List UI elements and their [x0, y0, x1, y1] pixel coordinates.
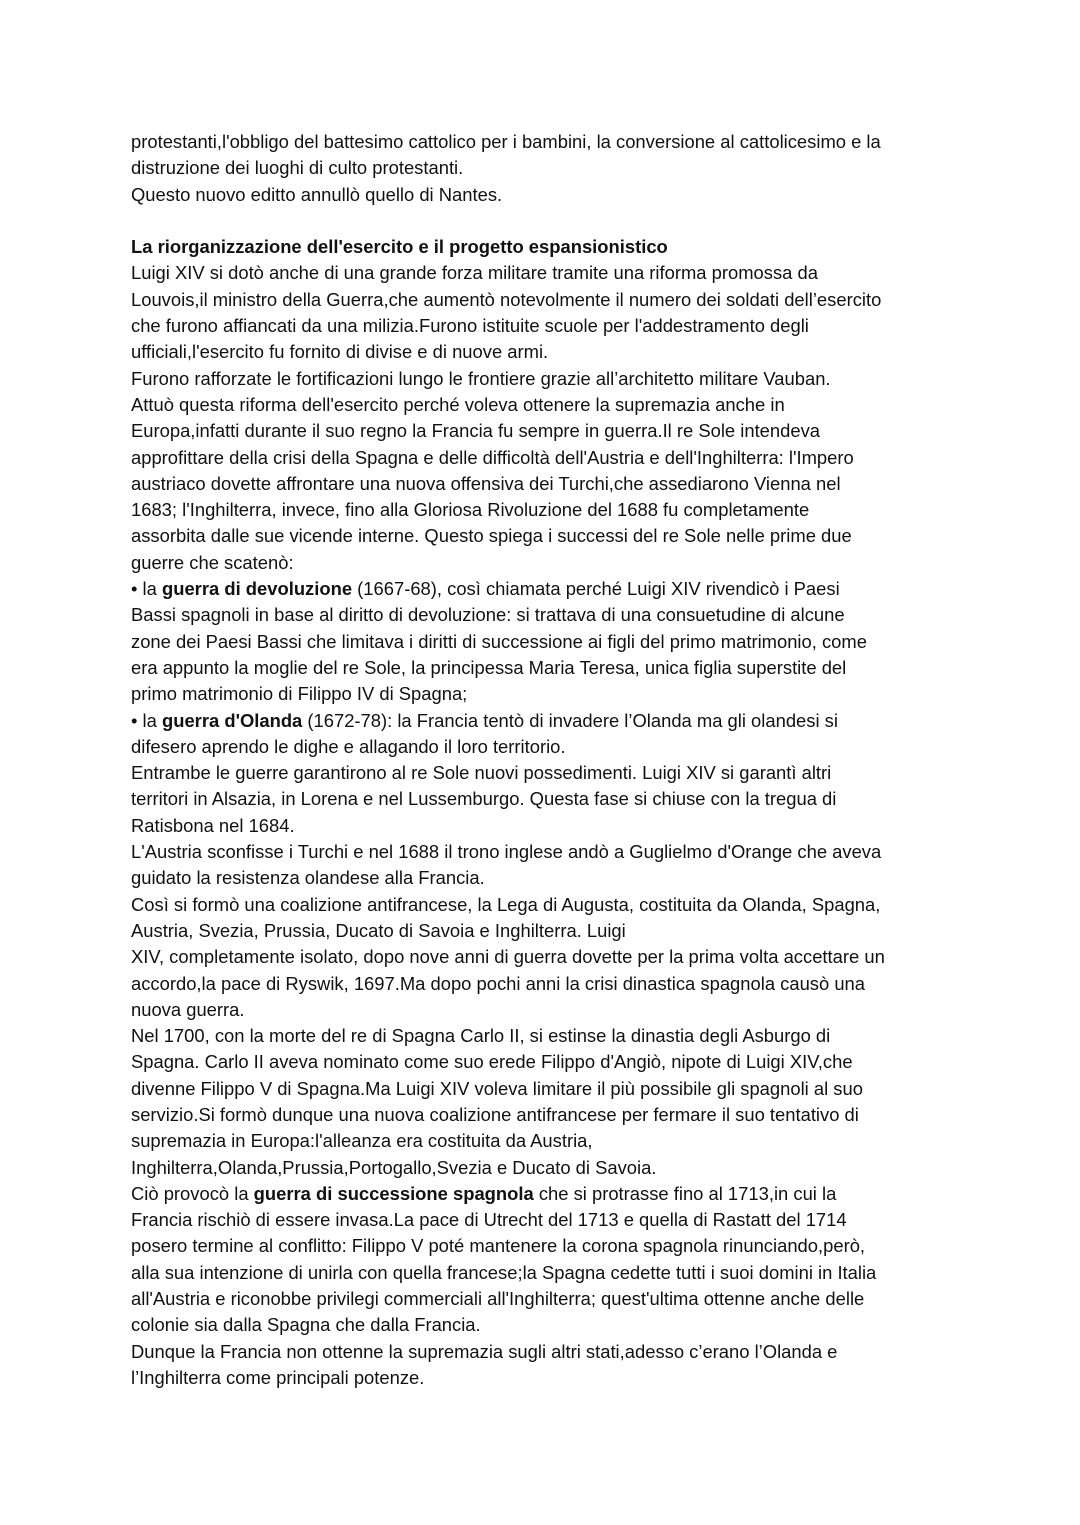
text-line: era appunto la moglie del re Sole, la principessa Maria Teresa, unica figlia superstite del — [131, 656, 847, 678]
text-line: • la guerra d'Olanda (1672-78): la Francia tentò di invadere l’Olanda ma gli olandesi si — [131, 709, 838, 731]
text-line: Spagna. Carlo II aveva nominato come suo erede Filippo d'Angiò, nipote di Luigi XIV,che — [131, 1051, 853, 1073]
text-line: difesero aprendo le dighe e allagando il loro territorio. — [131, 735, 566, 757]
coalitions-paragraph — [131, 760, 961, 1181]
text-line: Europa,infatti durante il suo regno la Francia fu sempre in guerra.Il re Sole intendeva — [131, 420, 821, 442]
war-devolution-term: guerra di devoluzione — [161, 578, 353, 600]
text-line: Ratisbona nel 1684. — [131, 814, 295, 836]
text-line: posero termine al conflitto: Filippo V poté mantenere la corona spagnola rinunciando,però, — [131, 1235, 866, 1257]
text-line: L'Austria sconfisse i Turchi e nel 1688 il trono inglese andò a Guglielmo d'Orange che aveva — [131, 841, 882, 863]
text-line: Louvois,il ministro della Guerra,che aumentò notevolmente il numero dei soldati dell’esercito — [131, 288, 882, 310]
text-line: divenne Filippo V di Spagna.Ma Luigi XIV voleva limitare il più possibile gli spagnoli al suo — [131, 1077, 863, 1099]
text-line: Austria, Svezia, Prussia, Ducato di Savoia e Inghilterra. Luigi — [131, 919, 626, 941]
text-line: alla sua intenzione di unirla con quella francese;la Spagna cedette tutti i suoi domini in Italia — [131, 1261, 877, 1283]
succession-war-paragraph — [131, 1181, 961, 1391]
text-line: supremazia in Europa:l'alleanza era costituita da Austria, — [131, 1130, 593, 1152]
text-line: Entrambe le guerre garantirono al re Sole nuovi possedimenti. Luigi XIV si garantì altri — [131, 762, 832, 784]
text-line: colonie sia dalla Spagna che dalla Francia. — [131, 1314, 481, 1336]
text-line: ufficiali,l'esercito fu fornito di divise e di nuove armi. — [131, 341, 549, 363]
war-holland-item — [131, 708, 961, 761]
text-line: protestanti,l'obbligo del battesimo cattolico per i bambini, la conversione al cattolicesimo e la — [131, 131, 881, 152]
text-line: 1683; l'Inghilterra, invece, fino alla Gloriosa Rivoluzione del 1688 fu completamente — [131, 499, 810, 521]
text-line: territori in Alsazia, in Lorena e nel Lussemburgo. Questa fase si chiuse con la tregua di — [131, 788, 837, 810]
text-line: Furono rafforzate le fortificazioni lungo le frontiere grazie all’architetto militare Vauban. — [131, 367, 831, 389]
reform-paragraph — [131, 260, 961, 576]
text-line: l’Inghilterra come principali potenze. — [131, 1366, 425, 1388]
text-line: all'Austria e riconobbe privilegi commerciali all'Inghilterra; quest'ultima ottenne anche delle — [131, 1288, 865, 1310]
text-line: guidato la resistenza olandese alla Francia. — [131, 867, 485, 889]
text-line: Ciò provocò la guerra di successione spagnola che si protrasse fino al 1713,in cui la — [131, 1182, 837, 1204]
text-line: austriaco dovette affrontare una nuova offensiva dei Turchi,che assediarono Vienna nel — [131, 472, 841, 494]
text-line: Questo nuovo editto annullò quello di Nantes. — [131, 183, 503, 205]
text-line: Bassi spagnoli in base al diritto di devoluzione: si trattava di una consuetudine di alcune — [131, 604, 845, 626]
text-line: nuova guerra. — [131, 998, 245, 1020]
text-line: servizio.Si formò dunque una nuova coalizione antifrancese per fermare il suo tentativo di — [131, 1103, 859, 1125]
text-line: assorbita dalle sue vicende interne. Questo spiega i successi del re Sole nelle prime due — [131, 525, 852, 547]
text-line: Inghilterra,Olanda,Prussia,Portogallo,Svezia e Ducato di Savoia. — [131, 1156, 657, 1178]
text-line: accordo,la pace di Ryswik, 1697.Ma dopo pochi anni la crisi dinastica spagnola causò una — [131, 972, 866, 994]
blank-line — [131, 208, 961, 234]
text-line: approfittare della crisi della Spagna e delle difficoltà dell'Austria e dell'Inghilterra: l'Impero — [131, 446, 854, 468]
section-heading: La riorganizzazione dell'esercito e il progetto espansionistico — [131, 236, 668, 258]
text-line: • la guerra di devoluzione (1667-68), così chiamata perché Luigi XIV rivendicò i Paesi — [131, 578, 840, 600]
war-devolution-item — [131, 576, 961, 707]
succession-war-term: guerra di successione spagnola — [253, 1182, 534, 1204]
text-line: Così si formò una coalizione antifrancese, la Lega di Augusta, costituita da Olanda, Spagna, — [131, 893, 881, 915]
text-line: Nel 1700, con la morte del re di Spagna Carlo II, si estinse la dinastia degli Asburgo di — [131, 1025, 831, 1047]
text-line: Dunque la Francia non ottenne la supremazia sugli altri stati,adesso c’erano l’Olanda e — [131, 1340, 838, 1362]
text-line: XIV, completamente isolato, dopo nove anni di guerra dovette per la prima volta accettare un — [131, 946, 885, 968]
document-page — [131, 129, 961, 1391]
text-line: guerre che scatenò: — [131, 551, 294, 573]
text-line: che furono affiancati da una milizia.Furono istituite scuole per l'addestramento degli — [131, 315, 809, 337]
intro-paragraph — [131, 129, 961, 208]
text-line: zone dei Paesi Bassi che limitava i diritti di successione ai figli del primo matrimonio, come — [131, 630, 867, 652]
text-line: Luigi XIV si dotò anche di una grande forza militare tramite una riforma promossa da — [131, 262, 818, 284]
text-line: Attuò questa riforma dell'esercito perché voleva ottenere la supremazia anche in — [131, 393, 785, 415]
text-line: Francia rischiò di essere invasa.La pace di Utrecht del 1713 e quella di Rastatt del 1714 — [131, 1209, 847, 1231]
war-holland-term: guerra d'Olanda — [161, 709, 303, 731]
text-line: primo matrimonio di Filippo IV di Spagna; — [131, 683, 468, 705]
text-line: distruzione dei luoghi di culto protestanti. — [131, 157, 464, 179]
